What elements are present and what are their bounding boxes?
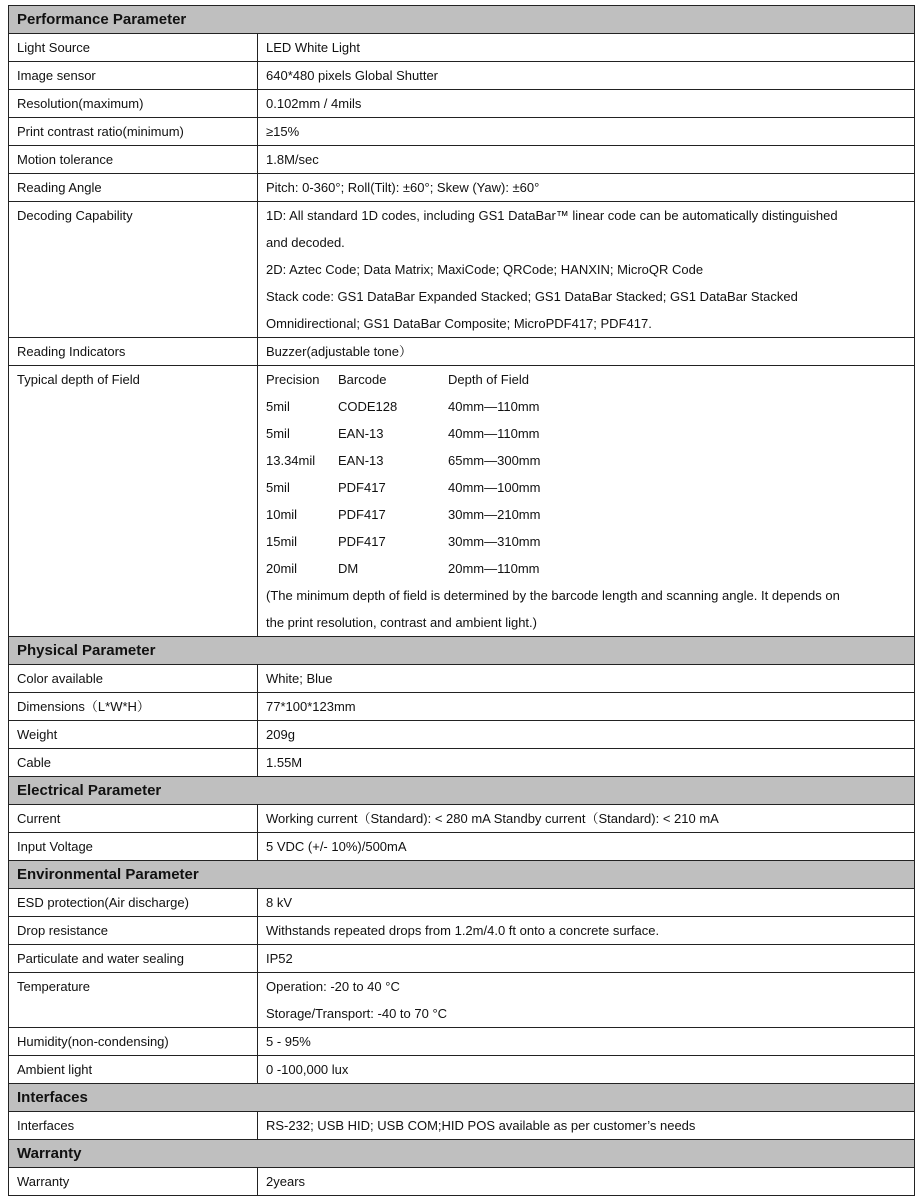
dof-cell: PDF417 [338,507,386,522]
spec-value [258,90,915,118]
spec-label: Reading Indicators [9,338,258,366]
dof-cell: 40mm—100mm [448,480,541,495]
dof-cell: 30mm—310mm [448,534,541,549]
spec-row [9,833,915,861]
spec-label: Weight [9,721,258,749]
spec-value [258,202,915,338]
dof-header: Barcode [338,372,387,387]
section-title: Electrical Parameter [9,777,915,805]
value-line: 8 kV [266,895,293,910]
spec-label: Cable [9,749,258,777]
dof-cell: DM [338,561,359,576]
section-title: Environmental Parameter [9,861,915,889]
spec-value [258,366,915,637]
spec-row [9,805,915,833]
value-line: 2D: Aztec Code; Data Matrix; MaxiCode; QRCode; HANXIN; MicroQR Code [266,262,704,277]
value-line: 0 -100,000 lux [266,1062,349,1077]
section-header [9,861,915,889]
section-header [9,777,915,805]
spec-label: Color available [9,665,258,693]
value-line: 1.8M/sec [266,152,319,167]
spec-label: Reading Angle [9,174,258,202]
dof-cell: PDF417 [338,534,386,549]
value-line: 0.102mm / 4mils [266,96,362,111]
spec-label: Light Source [9,34,258,62]
dof-cell: 13.34mil [266,453,316,468]
spec-row [9,973,915,1028]
spec-label: Temperature [9,973,258,1028]
section-title: Physical Parameter [9,637,915,665]
value-line: ≥15% [266,124,300,139]
spec-value [258,749,915,777]
spec-value [258,973,915,1028]
spec-row [9,338,915,366]
spec-value [258,721,915,749]
value-line: 640*480 pixels Global Shutter [266,68,439,83]
dof-cell: 5mil [266,399,290,414]
spec-value [258,1056,915,1084]
spec-row [9,1028,915,1056]
dof-cell: 40mm—110mm [448,426,540,441]
dof-cell: 5mil [266,480,290,495]
spec-row [9,202,915,338]
spec-value [258,1112,915,1140]
section-title: Warranty [9,1140,915,1168]
value-line: LED White Light [266,40,360,55]
spec-row [9,118,915,146]
spec-value [258,62,915,90]
spec-label: Image sensor [9,62,258,90]
value-line: Pitch: 0-360°; Roll(Tilt): ±60°; Skew (Yaw): ±60° [266,180,540,195]
section-header [9,1140,915,1168]
depth-of-field-table [266,366,906,582]
value-line: Operation: -20 to 40 °C [266,979,400,994]
spec-label: Input Voltage [9,833,258,861]
spec-label: Print contrast ratio(minimum) [9,118,258,146]
value-line: 2years [266,1174,306,1189]
value-line: 1.55M [266,755,303,770]
dof-note: (The minimum depth of field is determined by the barcode length and scanning angle. It depends on [266,588,840,603]
value-line: 5 - 95% [266,1034,311,1049]
spec-label: Interfaces [9,1112,258,1140]
dof-cell: 15mil [266,534,298,549]
dof-cell: PDF417 [338,480,386,495]
spec-row [9,945,915,973]
spec-value [258,174,915,202]
spec-row [9,366,915,637]
value-line: Buzzer(adjustable tone） [266,344,412,359]
dof-header: Precision [266,372,320,387]
section-header [9,637,915,665]
spec-row [9,889,915,917]
section-header [9,6,915,34]
spec-row [9,1168,915,1196]
spec-value [258,805,915,833]
section-title: Interfaces [9,1084,915,1112]
spec-row [9,665,915,693]
value-line: Working current（Standard): < 280 mA Standby current（Standard): < 210 mA [266,811,719,826]
spec-label: Particulate and water sealing [9,945,258,973]
spec-label: Resolution(maximum) [9,90,258,118]
spec-label: Humidity(non-condensing) [9,1028,258,1056]
spec-label: Motion tolerance [9,146,258,174]
spec-value [258,118,915,146]
dof-header: Depth of Field [448,372,529,387]
value-line: and decoded. [266,235,345,250]
value-line: Storage/Transport: -40 to 70 °C [266,1006,448,1021]
spec-row [9,1056,915,1084]
value-line: RS-232; USB HID; USB COM;HID POS available as per customer’s needs [266,1118,696,1133]
spec-value [258,1168,915,1196]
spec-label: Drop resistance [9,917,258,945]
dof-cell: 20mil [266,561,298,576]
spec-value [258,338,915,366]
value-line: 209g [266,727,295,742]
value-line: 1D: All standard 1D codes, including GS1 DataBar™ linear code can be automatically distinguished [266,208,838,223]
spec-label: ESD protection(Air discharge) [9,889,258,917]
value-line: Stack code: GS1 DataBar Expanded Stacked; GS1 DataBar Stacked; GS1 DataBar Stacked [266,289,798,304]
spec-value [258,833,915,861]
spec-row [9,62,915,90]
spec-value [258,917,915,945]
spec-row [9,174,915,202]
dof-cell: EAN-13 [338,426,384,441]
dof-note: the print resolution, contrast and ambient light.) [266,615,537,630]
value-line: Omnidirectional; GS1 DataBar Composite; MicroPDF417; PDF417. [266,316,652,331]
spec-label: Current [9,805,258,833]
dof-cell: 40mm—110mm [448,399,540,414]
dof-cell: 20mm—110mm [448,561,540,576]
dof-cell: CODE128 [338,399,398,414]
spec-value [258,34,915,62]
spec-row [9,917,915,945]
spec-row [9,34,915,62]
spec-value [258,1028,915,1056]
value-line: Withstands repeated drops from 1.2m/4.0 ft onto a concrete surface. [266,923,660,938]
spec-row [9,146,915,174]
spec-row [9,749,915,777]
dof-cell: 30mm—210mm [448,507,541,522]
spec-value [258,146,915,174]
dof-cell: EAN-13 [338,453,384,468]
value-line: 5 VDC (+/- 10%)/500mA [266,839,407,854]
spec-row [9,721,915,749]
value-line: White; Blue [266,671,333,686]
spec-value [258,945,915,973]
spec-label: Typical depth of Field [9,366,258,637]
spec-label: Warranty [9,1168,258,1196]
spec-row [9,90,915,118]
section-title: Performance Parameter [9,6,915,34]
spec-row [9,693,915,721]
dof-cell: 10mil [266,507,298,522]
section-header [9,1084,915,1112]
spec-value [258,693,915,721]
spec-value [258,889,915,917]
value-line: IP52 [266,951,293,966]
spec-row [9,1112,915,1140]
spec-value [258,665,915,693]
dof-cell: 65mm—300mm [448,453,541,468]
spec-label: Ambient light [9,1056,258,1084]
value-line: 77*100*123mm [266,699,356,714]
spec-label: Decoding Capability [9,202,258,338]
spec-table [8,5,915,1196]
dof-cell: 5mil [266,426,290,441]
spec-label: Dimensions（L*W*H） [9,693,258,721]
